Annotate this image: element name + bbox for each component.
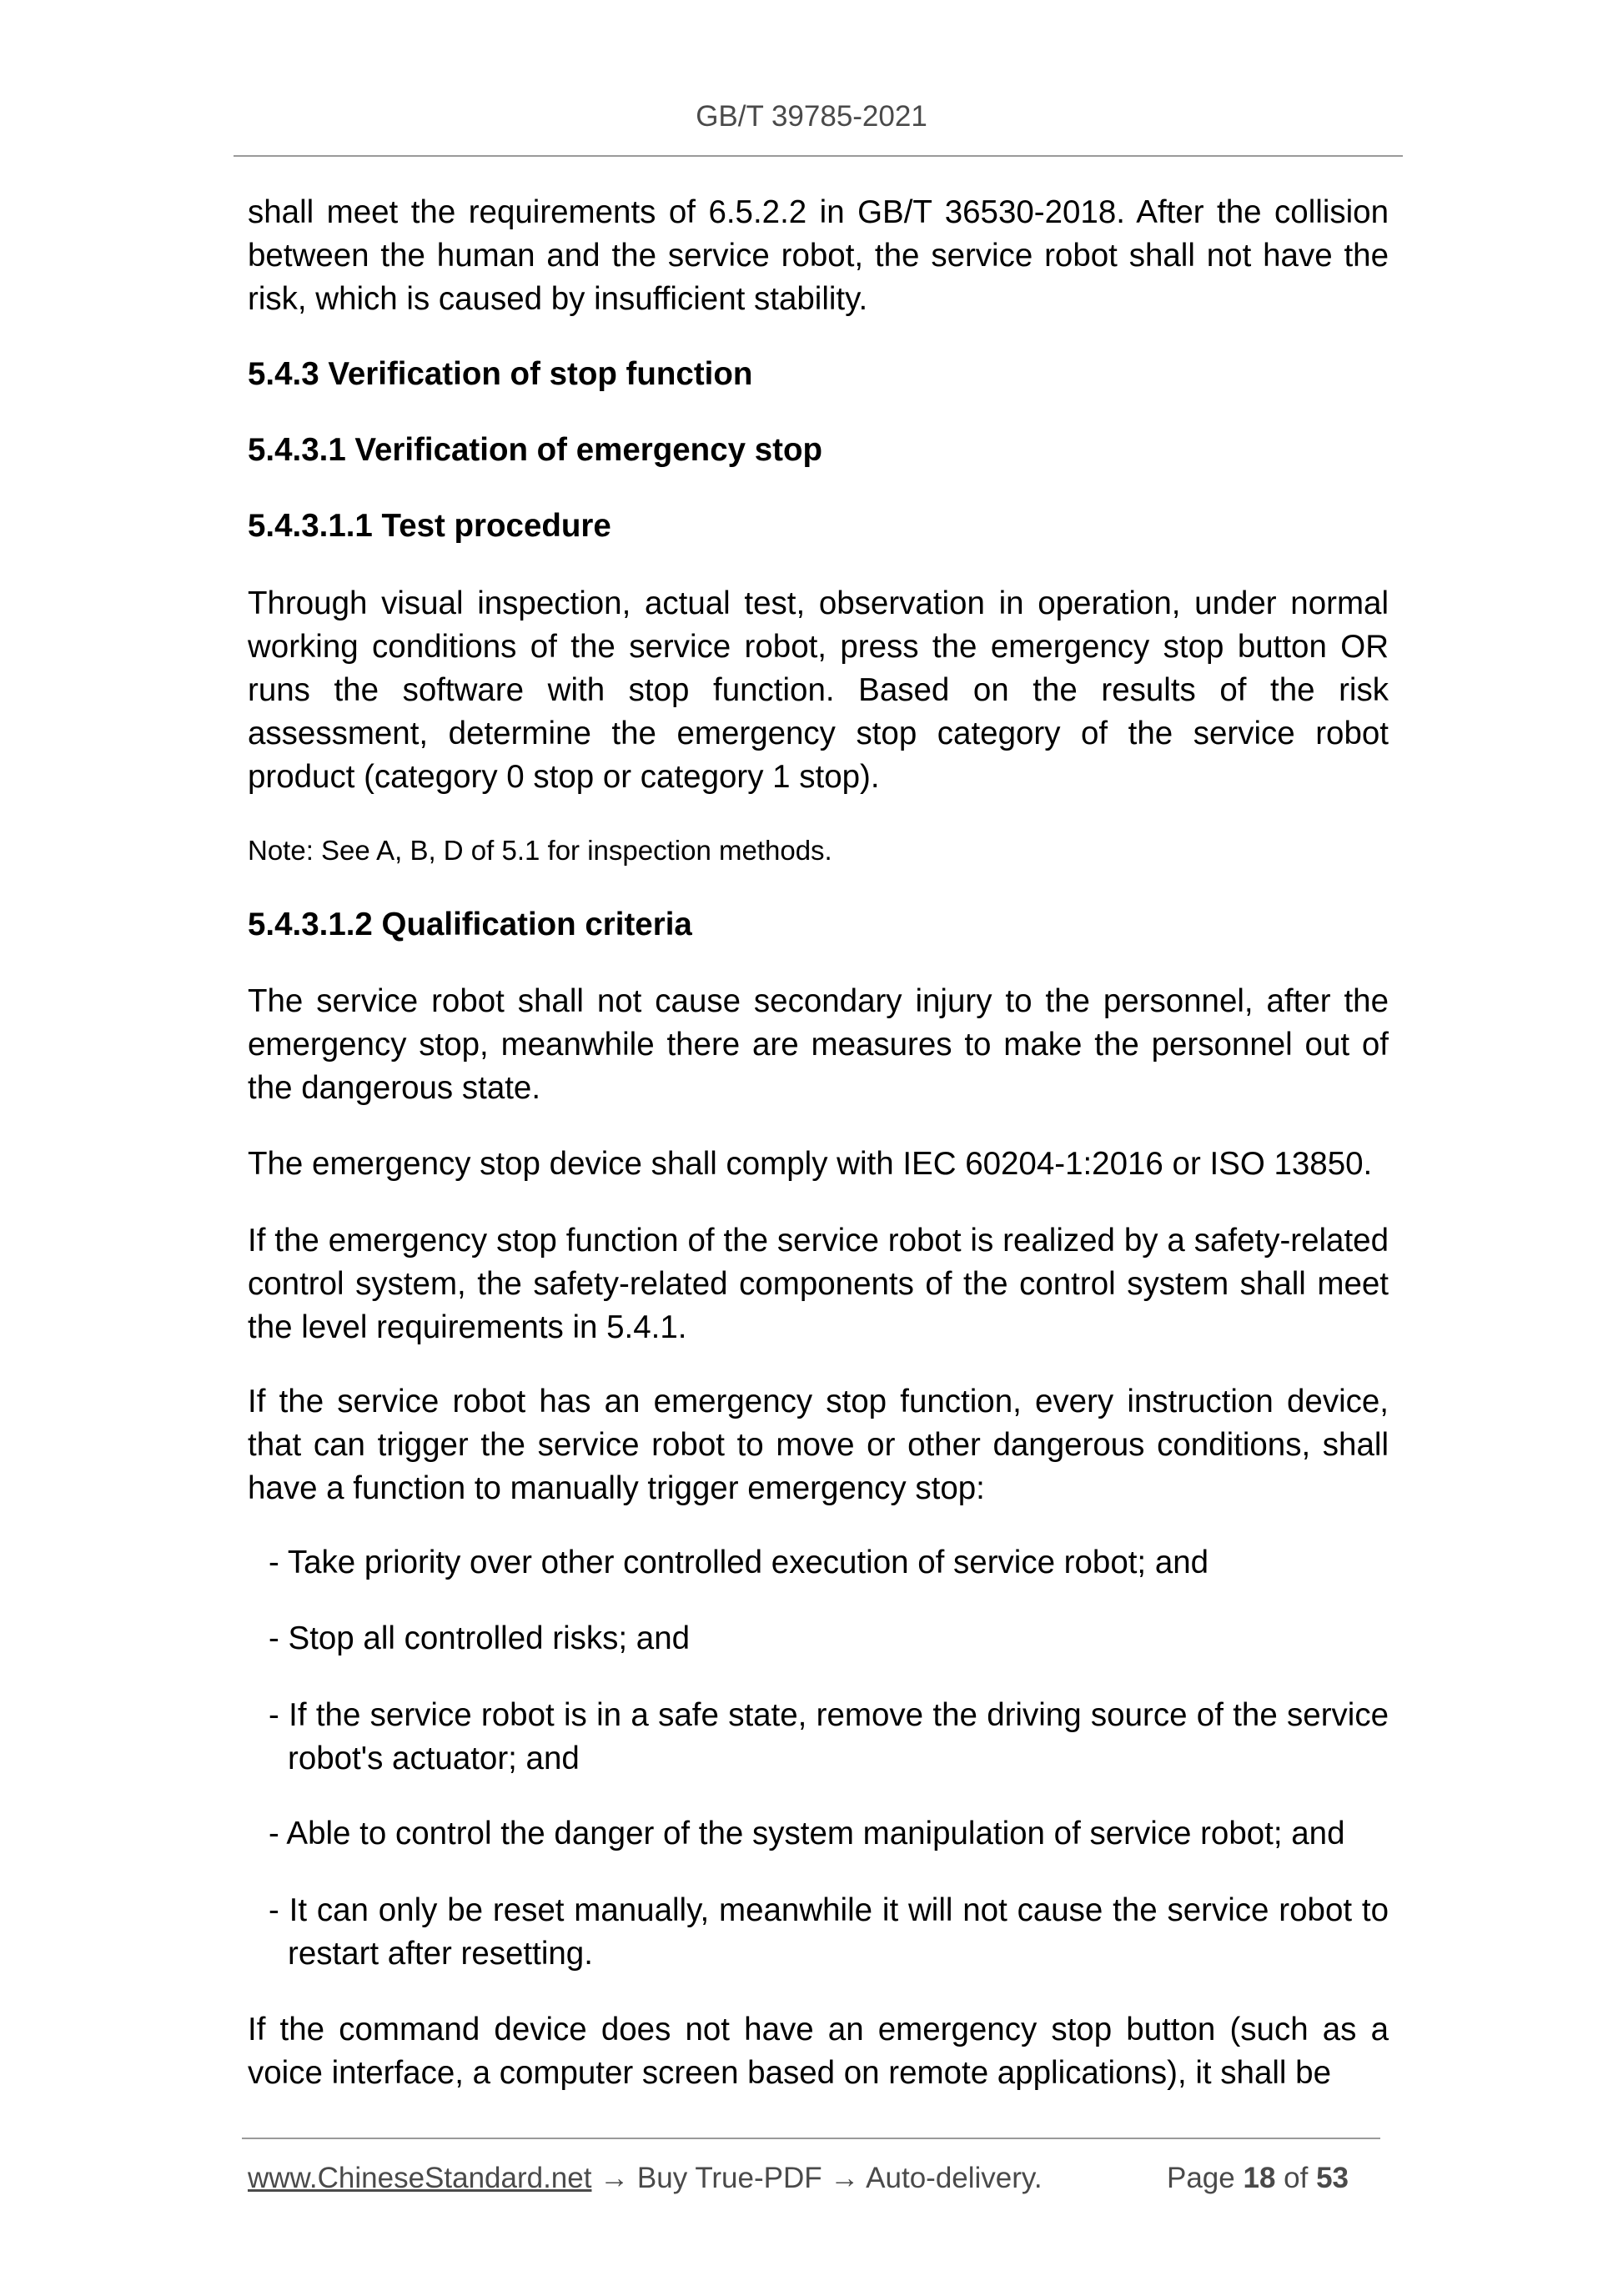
footer-site-link[interactable]: www.ChineseStandard.net [248,2162,592,2194]
paragraph-control-block [248,1219,1389,1349]
page-total: 53 [1316,2162,1349,2194]
header-divider [234,155,1403,157]
paragraph-command-device: If the command device does not have an emergency stop button (such as a voice interface, a computer screen based on remote applications), it shall be [248,2012,1389,2091]
heading-5-4-3-1-2: 5.4.3.1.2 Qualification criteria [248,907,692,942]
bullet-list-item [248,1812,1389,1856]
paragraph-secondary-injury: The service robot shall not cause secondary injury to the personnel, after the emergency stop, meanwhile there are measures to make the personnel out of the dangerous state. [248,983,1389,1106]
page-current: 18 [1243,2162,1276,2194]
note-inspection-methods: Note: See A, B, D of 5.1 for inspection methods. [248,835,832,866]
paragraph-control-system: If the emergency stop function of the service robot is realized by a safety-related control system, the safety-related components of the control system shall meet the level requirements in 5.4.1. [248,1223,1389,1345]
paragraph-procedure: Through visual inspection, actual test, observation in operation, under normal working conditions of the service robot, press the emergency stop button OR runs the software with stop function. Based on the results of the risk assessment, determine the emergency stop category of the service robot product (category 0 stop or category 1 stop). [248,585,1389,795]
paragraph-secondary-block [248,980,1389,1110]
bullet-safe-state: - If the service robot is in a safe state, remove the driving source of the service robot's actuator; and [269,1697,1389,1776]
paragraph-intro: shall meet the requirements of 6.5.2.2 in GB/T 36530-2018. After the collision between the human and the service robot, the service robot shall not have the risk, which is caused by insufficient stability. [248,194,1389,317]
footer-left [248,2162,1043,2195]
page-of-label: of [1284,2162,1309,2194]
page-label: Page [1167,2162,1235,2194]
heading-5-4-3: 5.4.3 Verification of stop function [248,356,753,392]
bullet-control-danger: - Able to control the danger of the system manipulation of service robot; and [269,1816,1345,1851]
footer-tagline: → Buy True-PDF → Auto-delivery. [591,2162,1043,2194]
bullet-list-item [248,1694,1389,1781]
paragraph-instruction-device: If the service robot has an emergency stop function, every instruction device, that can trigger the service robot to move or other dangerous conditions, shall have a function to manually trigger emergency stop: [248,1384,1389,1506]
header-title: GB/T 39785-2021 [696,100,927,133]
heading-5-4-3-1: 5.4.3.1 Verification of emergency stop [248,432,822,468]
page-number [1167,2162,1349,2195]
paragraph-comply-block [248,1143,1389,1186]
paragraph-command-block [248,2008,1389,2095]
bullet-list-item [248,1541,1389,1585]
paragraph-comply: The emergency stop device shall comply with IEC 60204-1:2016 or ISO 13850. [248,1146,1373,1182]
heading-5-4-3-1-1: 5.4.3.1.1 Test procedure [248,508,611,544]
footer-divider [242,2138,1380,2139]
bullet-list-item [248,1889,1389,1976]
paragraph-instruction-block [248,1380,1389,1510]
bullet-stop-risks: - Stop all controlled risks; and [269,1620,691,1656]
paragraph-procedure-block [248,582,1389,799]
document-body [248,191,1389,321]
bullet-reset-manually: - It can only be reset manually, meanwhile it will not cause the service robot to restart after resetting. [269,1892,1389,1972]
bullet-list-item [248,1617,1389,1660]
bullet-priority: - Take priority over other controlled execution of service robot; and [269,1545,1209,1580]
